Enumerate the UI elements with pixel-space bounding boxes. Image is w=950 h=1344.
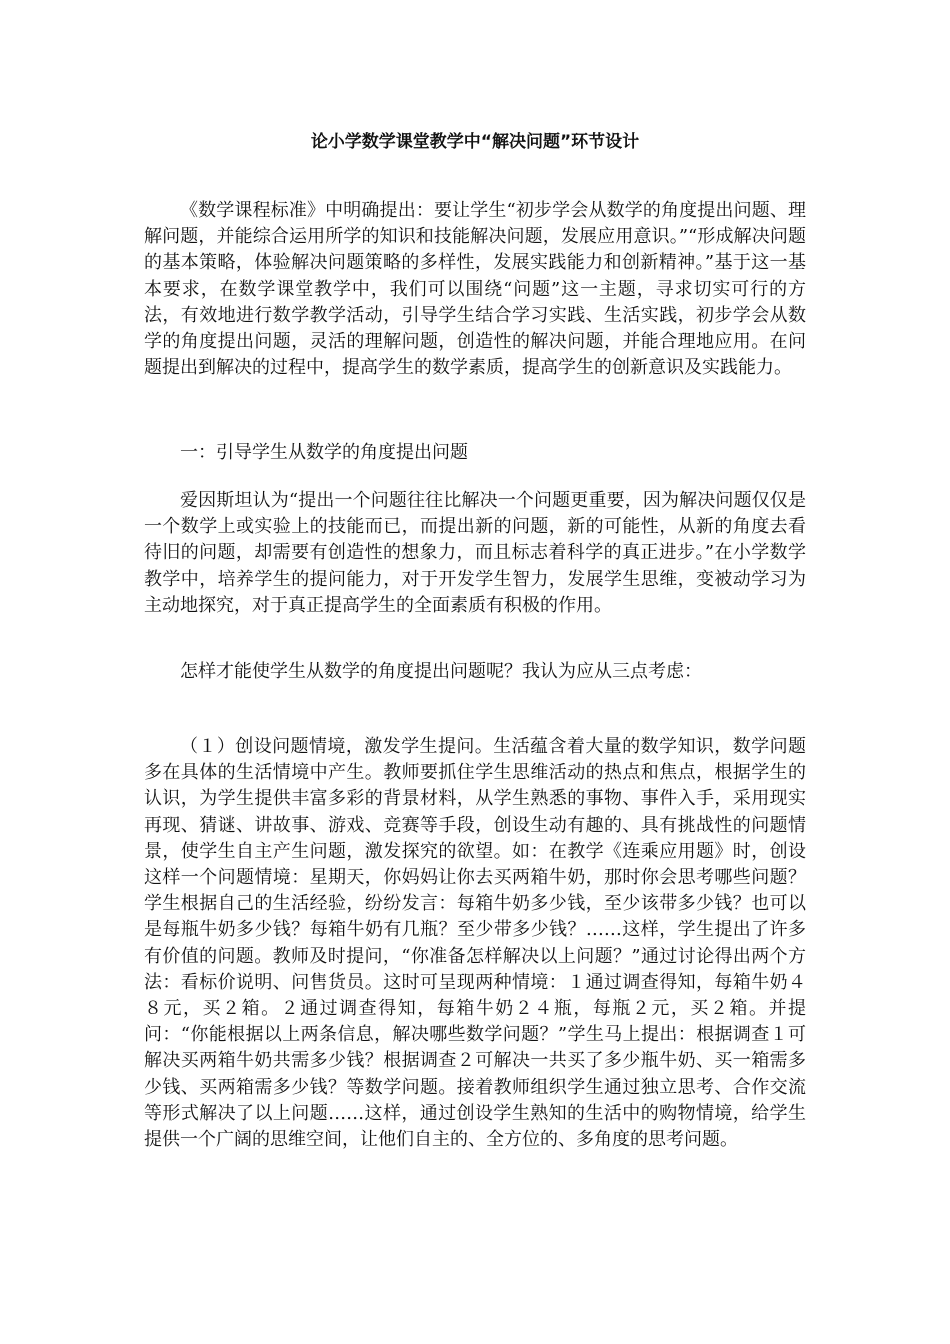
- section-heading-1: 一：引导学生从数学的角度提出问题: [180, 442, 468, 463]
- question-paragraph: 怎样才能使学生从数学的角度提出问题呢？我认为应从三点考虑：: [180, 661, 702, 682]
- intro-paragraph: 《数学课程标准》中明确提出：要让学生“初步学会从数学的角度提出问题、理解问题，并能综合运用所学的知识和技能解决问题，发展应用意识。”“形成解决问题的基本策略，体验解决问题策略的多样性，发展实践能力和创新精神。”基于这一基本要求，在数学课堂教学中，我们可以围绕“问题”这一主题，寻求切实可行的方法，有效地进行数学教学活动，引导学生结合学习实践、生活实践，初步学会从数学的角度提出问题，灵活的理解问题，创造性的解决问题，并能合理地应用。在问题提出到解决的过程中，提高学生的数学素质，提高学生的创新意识及实践能力。: [144, 200, 806, 379]
- point-1-paragraph: （１）创设问题情境，激发学生提问。生活蕴含着大量的数学知识，数学问题多在具体的生活情境中产生。教师要抓住学生思维活动的热点和焦点，根据学生的认识，为学生提供丰富多彩的背景材料，从学生熟悉的事物、事件入手，采用现实再现、猜谜、讲故事、游戏、竞赛等手段，创设生动有趣的、具有挑战性的问题情景，使学生自主产生问题，激发探究的欲望。如：在教学《连乘应用题》时，创设这样一个问题情境：星期天，你妈妈让你去买两箱牛奶，那时你会思考哪些问题？学生根据自己的生活经验，纷纷发言：每箱牛奶多少钱，至少该带多少钱？也可以是每瓶牛奶多少钱？每箱牛奶有几瓶？至少带多少钱？……这样，学生提出了许多有价值的问题。教师及时提问，“你准备怎样解决以上问题？”通过讨论得出两个方法：看标价说明、问售货员。这时可呈现两种情境：１通过调查得知，每箱牛奶４８元，买２箱。２通过调查得知，每箱牛奶２４瓶，每瓶２元，买２箱。并提问：“你能根据以上两条信息，解决哪些数学问题？”学生马上提出：根据调查１可解决买两箱牛奶共需多少钱？根据调查２可解决一共买了多少瓶牛奶、买一箱需多少钱、买两箱需多少钱？等数学问题。接着教师组织学生通过独立思考、合作交流等形式解决了以上问题……这样，通过创设学生熟知的生活中的购物情境，给学生提供一个广阔的思维空间，让他们自主的、全方位的、多角度的思考问题。: [144, 736, 806, 1151]
- einstein-paragraph: 爱因斯坦认为“提出一个问题往往比解决一个问题更重要，因为解决问题仅仅是一个数学上或实验上的技能而已，而提出新的问题，新的可能性，从新的角度去看待旧的问题，却需要有创造性的想象力，而且标志着科学的真正进步。”在小学数学教学中，培养学生的提问能力，对于开发学生智力，发展学生思维，变被动学习为主动地探究，对于真正提高学生的全面素质有积极的作用。: [144, 490, 806, 616]
- document-title: 论小学数学课堂教学中“解决问题”环节设计: [310, 132, 640, 152]
